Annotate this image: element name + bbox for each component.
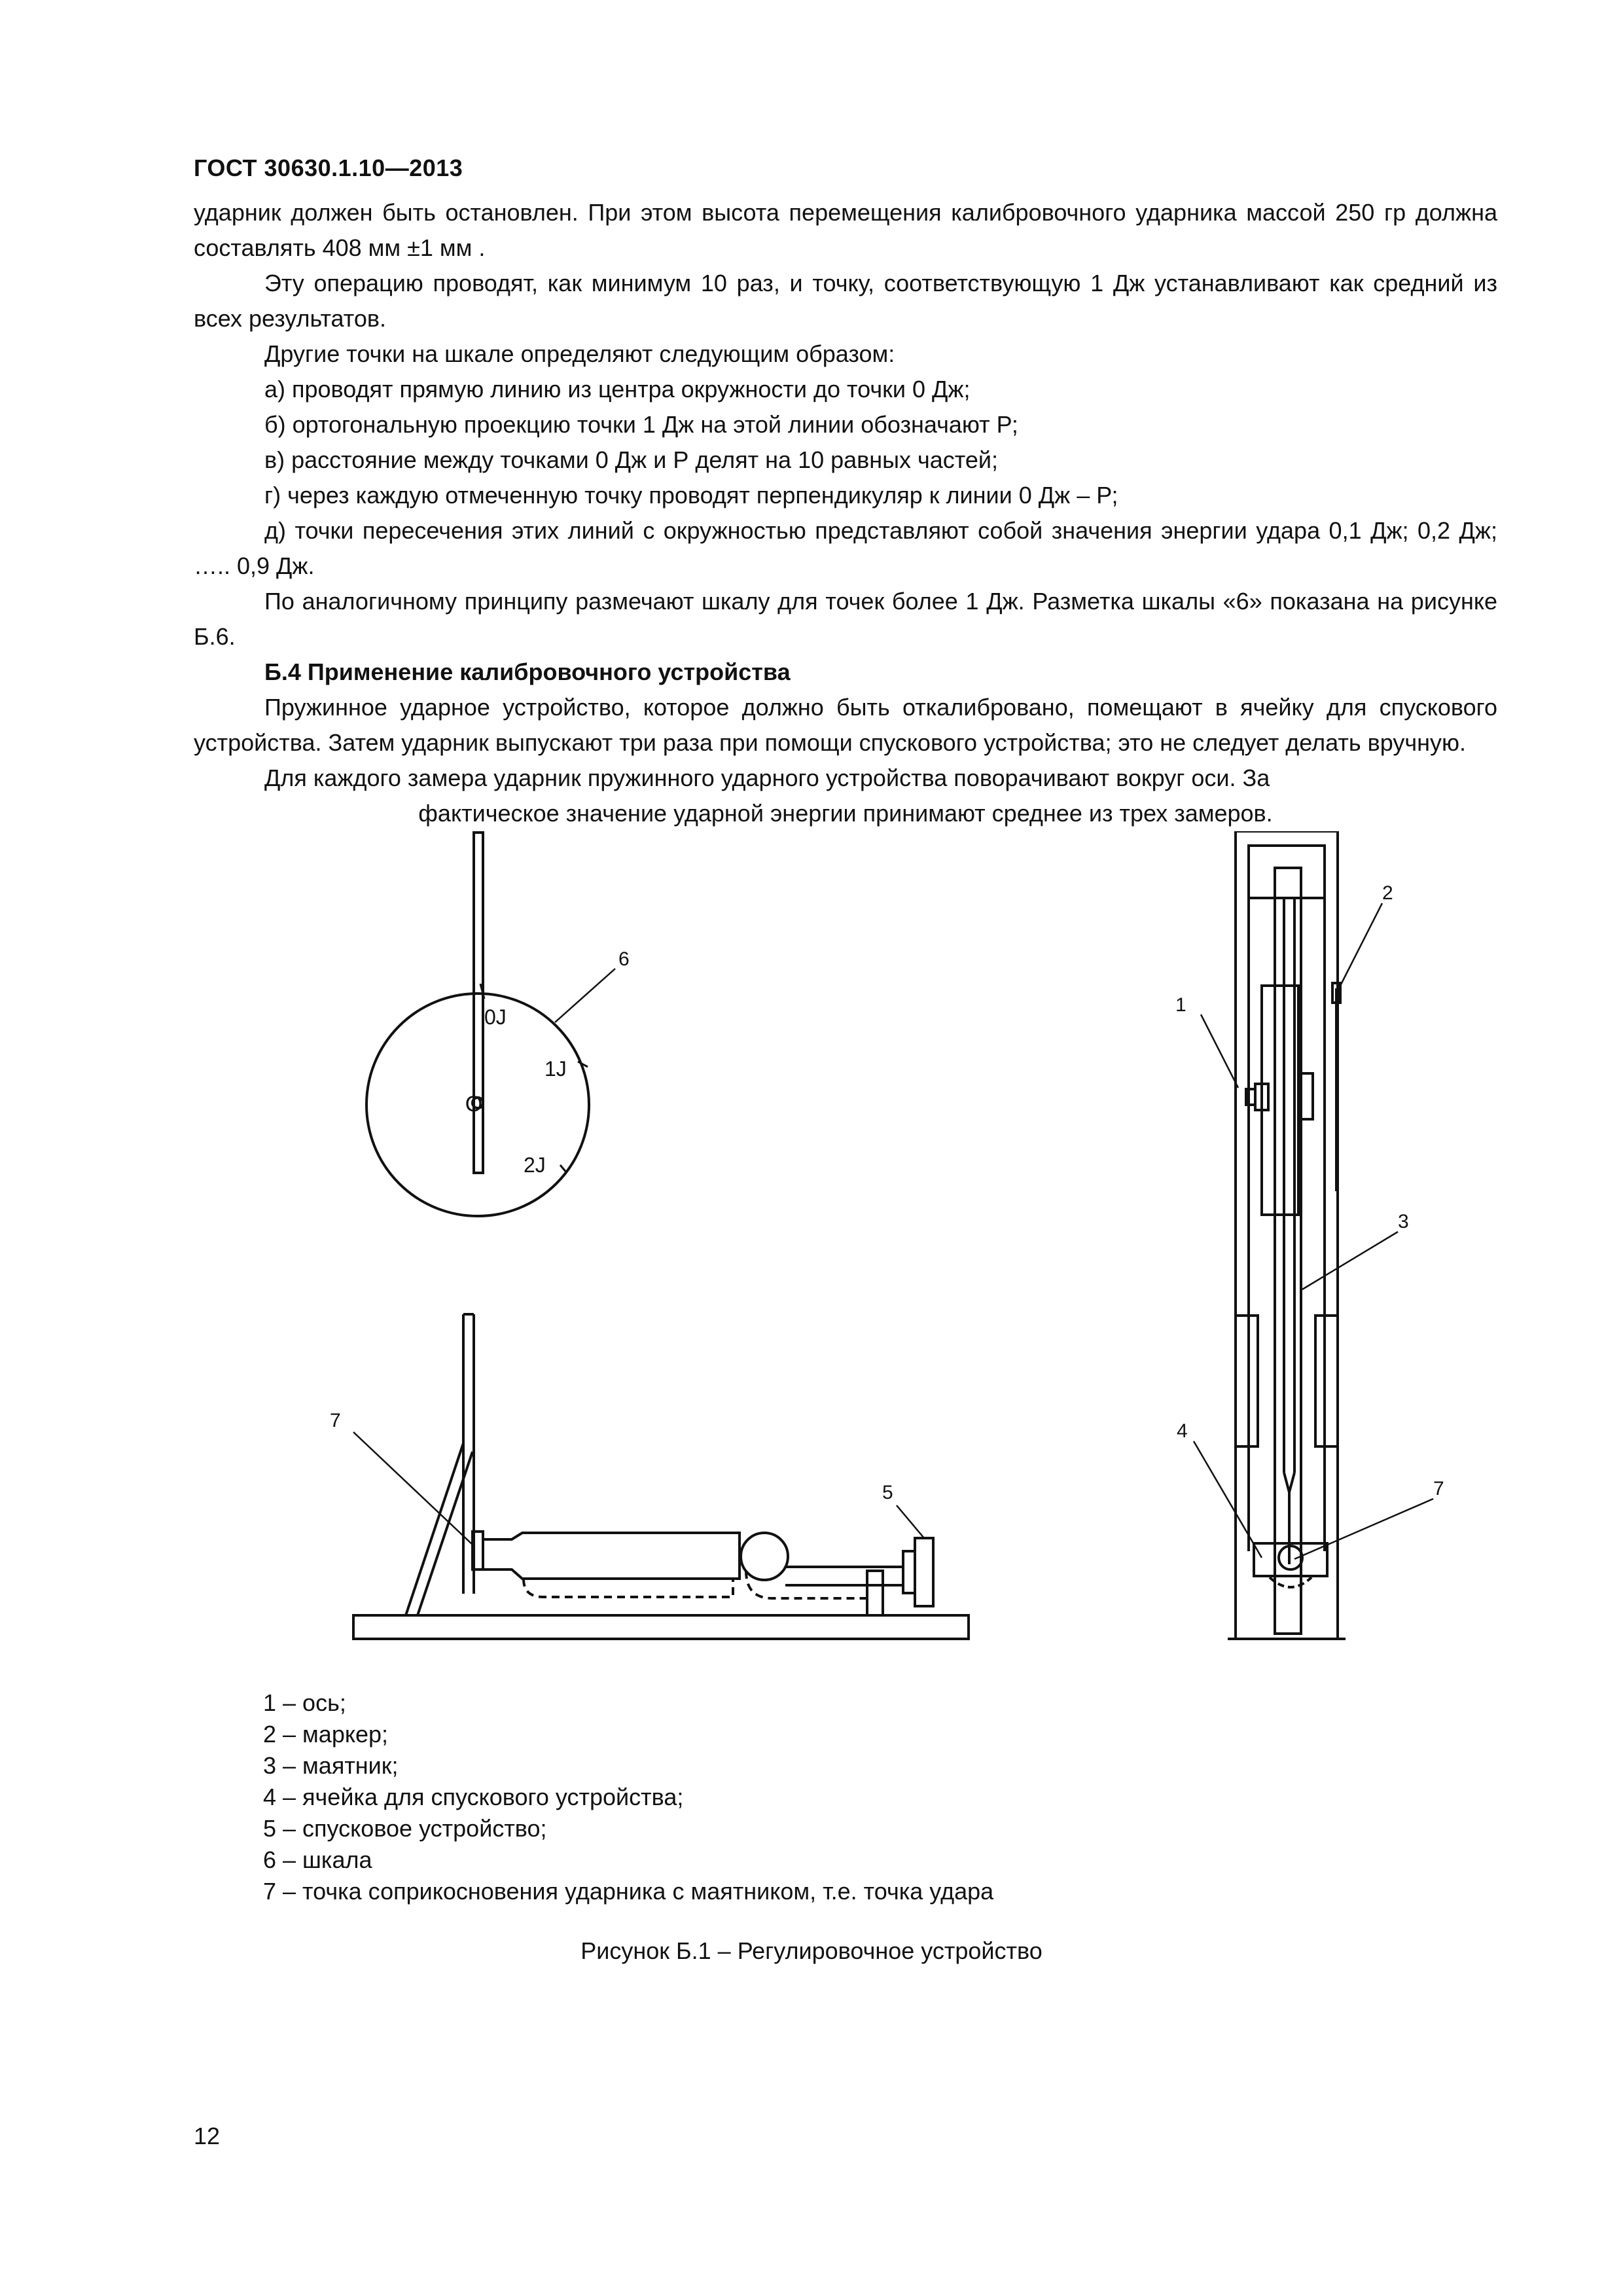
leader-7-right bbox=[1294, 1499, 1433, 1559]
release-ball bbox=[741, 1533, 788, 1580]
callout-7-right: 7 bbox=[1433, 1478, 1444, 1499]
legend-item: 2 – маркер; bbox=[263, 1721, 389, 1748]
leader-3 bbox=[1302, 1232, 1398, 1289]
paragraph-6b: фактическое значение ударной энергии принимают среднее из трех замеров. bbox=[418, 800, 1273, 827]
pendulum-tip bbox=[1284, 1473, 1294, 1492]
callout-5: 5 bbox=[882, 1482, 893, 1503]
figure-legend bbox=[263, 1687, 993, 1907]
leader-6 bbox=[555, 969, 615, 1022]
list-item-c: в) расстояние между точками 0 Дж и Р делят на 10 равных частей; bbox=[264, 446, 999, 473]
section-heading: Б.4 Применение калибровочного устройства bbox=[264, 658, 791, 685]
legend-item: 5 – спусковое устройство; bbox=[263, 1815, 547, 1842]
tick-2j bbox=[560, 1165, 567, 1173]
legend-item: 6 – шкала bbox=[263, 1846, 372, 1873]
figure-labels bbox=[330, 882, 1444, 1503]
label-1j: 1J bbox=[544, 1057, 567, 1081]
left-view bbox=[353, 833, 969, 1639]
standard-code: ГОСТ 30630.1.10—2013 bbox=[194, 154, 463, 181]
paragraph-6a: Для каждого замера ударник пружинного ударного устройства поворачивают вокруг оси. За bbox=[264, 764, 1270, 791]
callout-3: 3 bbox=[1398, 1211, 1409, 1232]
impactor-body bbox=[484, 1533, 740, 1579]
callout-6: 6 bbox=[618, 948, 630, 970]
paragraph-4: По аналогичному принципу размечают шкалу для точек более 1 Дж. Разметка шкалы «6» показана на рисунке Б.6. bbox=[194, 588, 1497, 650]
frame-outer bbox=[1236, 831, 1338, 1639]
vertical-post bbox=[474, 833, 483, 1173]
legend-item: 4 – ячейка для спускового устройства; bbox=[263, 1784, 684, 1810]
paragraph-5: Пружинное ударное устройство, которое должно быть откалибровано, помещают в ячейку для спускового устройства. Затем ударник выпускают три раза при помощи спускового устройства; это не следует делать вручную. bbox=[194, 694, 1497, 756]
side-block-right bbox=[1315, 1316, 1338, 1446]
body-text bbox=[194, 195, 1497, 831]
paragraph-2: Эту операцию проводят, как минимум 10 раз, и точку, соответствующую 1 Дж устанавливают как средний из всех результатов. bbox=[194, 270, 1497, 332]
leader-4 bbox=[1194, 1441, 1262, 1558]
device-drawing bbox=[327, 831, 1492, 1656]
release-bracket bbox=[867, 1571, 883, 1615]
callout-7-left: 7 bbox=[330, 1410, 341, 1431]
right-view bbox=[1194, 831, 1433, 1639]
callout-4: 4 bbox=[1177, 1420, 1188, 1442]
figure-caption: Рисунок Б.1 – Регулировочное устройство bbox=[580, 1937, 1043, 1964]
trigger-knob bbox=[915, 1538, 933, 1606]
list-item-e: д) точки пересечения этих линий с окружностью представляют собой значения энергии удара 0,1 Дж; 0,2 Дж; ….. 0,9 Дж. bbox=[194, 517, 1497, 579]
leader-1 bbox=[1201, 1014, 1238, 1088]
page-number: 12 bbox=[194, 2123, 221, 2149]
calibration-device-figure bbox=[327, 831, 1492, 1656]
label-0j: 0J bbox=[484, 1005, 507, 1029]
legend-item: 1 – ось; bbox=[263, 1689, 346, 1716]
side-block-left bbox=[1236, 1316, 1258, 1446]
list-item-d: г) через каждую отмеченную точку проводят перпендикуляр к линии 0 Дж – Р; bbox=[264, 482, 1118, 509]
callout-2: 2 bbox=[1382, 882, 1393, 904]
paragraph-3: Другие точки на шкале определяют следующим образом: bbox=[264, 340, 895, 367]
frame-top-inner bbox=[1249, 846, 1325, 898]
base-plate bbox=[353, 1615, 969, 1639]
legend-item: 3 – маятник; bbox=[263, 1752, 399, 1779]
impactor-hidden bbox=[524, 1579, 733, 1597]
legend-item: 7 – точка соприкосновения ударника с маятником, т.е. точка удара bbox=[263, 1878, 994, 1905]
label-2j: 2J bbox=[524, 1153, 546, 1177]
paragraph-1: ударник должен быть остановлен. При этом высота перемещения калибровочного ударника массой 250 гр должна составлять 408 мм ±1 мм . bbox=[194, 199, 1497, 261]
leader-5 bbox=[897, 1505, 924, 1538]
list-item-a: а) проводят прямую линию из центра окружности до точки 0 Дж; bbox=[264, 376, 971, 403]
brace-outer bbox=[406, 1443, 463, 1615]
leader-2 bbox=[1339, 903, 1382, 988]
list-item-b: б) ортогональную проекцию точки 1 Дж на этой линии обозначают Р; bbox=[264, 411, 1018, 438]
label-center: O bbox=[465, 1092, 483, 1117]
leader-7-left bbox=[353, 1432, 473, 1545]
callout-1: 1 bbox=[1175, 994, 1186, 1016]
trigger-rod bbox=[903, 1551, 915, 1593]
